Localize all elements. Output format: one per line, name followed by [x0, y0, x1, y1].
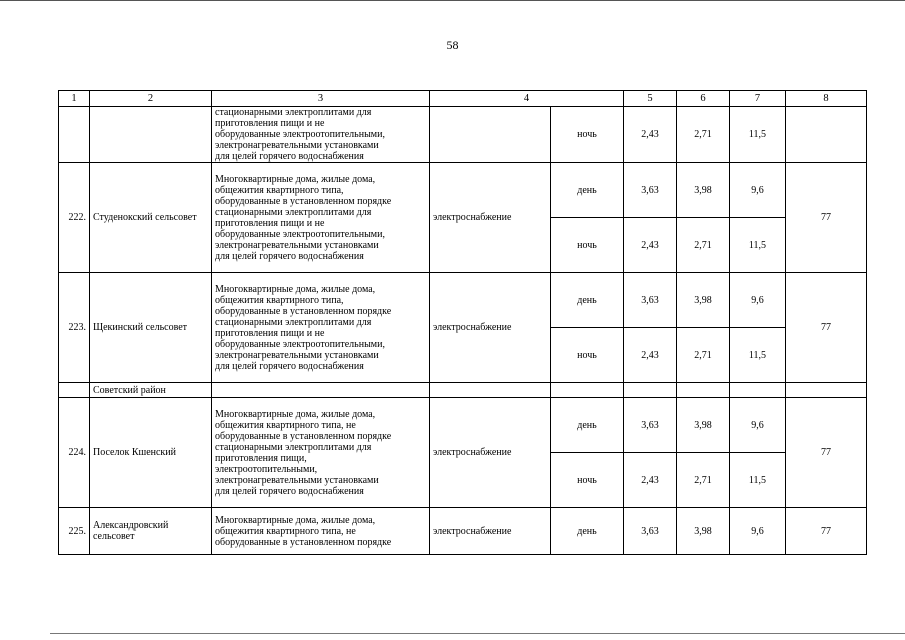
- value-col6: 2,71: [677, 218, 730, 273]
- row-number-cell: 224.: [59, 398, 90, 508]
- municipality-cell: Александровский сельсовет: [90, 508, 212, 555]
- value-col5: 2,43: [624, 453, 677, 508]
- header-col-5: 5: [624, 91, 677, 107]
- service-cell: [430, 107, 551, 163]
- header-col-2: 2: [90, 91, 212, 107]
- row-number-cell: 225.: [59, 508, 90, 555]
- period-cell: день: [551, 398, 624, 453]
- district-name: Советский район: [90, 383, 212, 398]
- value-col5: 3,63: [624, 508, 677, 555]
- category-cell: Многоквартирные дома, жилые дома, общежития квартирного типа, оборудованные в установленном порядке стационарными электроплитами для приготовления пищи и не оборудованные электроотопительными, электронагревательными установками для целей горячего водоснабжения: [212, 163, 430, 273]
- service-cell: электроснабжение: [430, 273, 551, 383]
- category-cell: стационарными электроплитами для приготовления пищи и не оборудованные электроотопительными, электронагревательными установками для целей горячего водоснабжения: [212, 107, 430, 163]
- header-row: [59, 91, 867, 107]
- header-col-4: 4: [430, 91, 624, 107]
- table-row: [59, 398, 867, 453]
- value-col7: 11,5: [730, 328, 786, 383]
- table-row: [59, 163, 867, 218]
- value-col7: 9,6: [730, 398, 786, 453]
- municipality-cell: Поселок Кшенский: [90, 398, 212, 508]
- municipality-cell: Студенокский сельсовет: [90, 163, 212, 273]
- header-col-1: 1: [59, 91, 90, 107]
- municipality-cell: Щекинский сельсовет: [90, 273, 212, 383]
- tariff-table: [58, 90, 867, 555]
- value-col5: 2,43: [624, 328, 677, 383]
- period-cell: ночь: [551, 453, 624, 508]
- value-col6: 3,98: [677, 508, 730, 555]
- page-number: 58: [446, 38, 459, 52]
- table-row: [59, 273, 867, 328]
- value-col8: 77: [786, 508, 867, 555]
- table-row-continuation: [59, 107, 867, 163]
- page-frame-top: [0, 0, 905, 1]
- period-cell: день: [551, 163, 624, 218]
- service-cell: электроснабжение: [430, 398, 551, 508]
- category-cell: Многоквартирные дома, жилые дома, общежития квартирного типа, не оборудованные в установленном порядке стационарными электроплитами для приготовления пищи, электроотопительными, электронагревательными установками для целей горячего водоснабжения: [212, 398, 430, 508]
- table-row: [59, 508, 867, 555]
- value-col6: 3,98: [677, 273, 730, 328]
- value-col8: 77: [786, 398, 867, 508]
- header-col-3: 3: [212, 91, 430, 107]
- value-col5: 2,43: [624, 218, 677, 273]
- value-col5: 2,43: [624, 107, 677, 163]
- header-col-7: 7: [730, 91, 786, 107]
- value-col7: 11,5: [730, 107, 786, 163]
- category-cell: Многоквартирные дома, жилые дома, общежития квартирного типа, оборудованные в установленном порядке стационарными электроплитами для приготовления пищи и не оборудованные электроотопительными, электронагревательными установками для целей горячего водоснабжения: [212, 273, 430, 383]
- value-col6: 3,98: [677, 163, 730, 218]
- value-col5: 3,63: [624, 163, 677, 218]
- value-col7: 11,5: [730, 453, 786, 508]
- value-col5: 3,63: [624, 398, 677, 453]
- value-col8: [786, 107, 867, 163]
- value-col8: 77: [786, 273, 867, 383]
- value-col7: 9,6: [730, 508, 786, 555]
- value-col6: 3,98: [677, 398, 730, 453]
- row-number-cell: [59, 383, 90, 398]
- header-col-8: 8: [786, 91, 867, 107]
- period-cell: ночь: [551, 218, 624, 273]
- service-cell: электроснабжение: [430, 508, 551, 555]
- value-col8: 77: [786, 163, 867, 273]
- period-cell: день: [551, 273, 624, 328]
- row-number-cell: [59, 107, 90, 163]
- value-col5: 3,63: [624, 273, 677, 328]
- value-col7: 9,6: [730, 163, 786, 218]
- municipality-cell: [90, 107, 212, 163]
- header-col-6: 6: [677, 91, 730, 107]
- period-cell: день: [551, 508, 624, 555]
- category-cell: Многоквартирные дома, жилые дома, общежития квартирного типа, не оборудованные в установленном порядке: [212, 508, 430, 555]
- district-row: [59, 383, 867, 398]
- value-col6: 2,71: [677, 107, 730, 163]
- row-number-cell: 222.: [59, 163, 90, 273]
- value-col7: 11,5: [730, 218, 786, 273]
- page-frame-bottom: [50, 633, 905, 634]
- row-number-cell: 223.: [59, 273, 90, 383]
- period-cell: ночь: [551, 328, 624, 383]
- service-cell: электроснабжение: [430, 163, 551, 273]
- value-col6: 2,71: [677, 453, 730, 508]
- value-col7: 9,6: [730, 273, 786, 328]
- value-col6: 2,71: [677, 328, 730, 383]
- period-cell: ночь: [551, 107, 624, 163]
